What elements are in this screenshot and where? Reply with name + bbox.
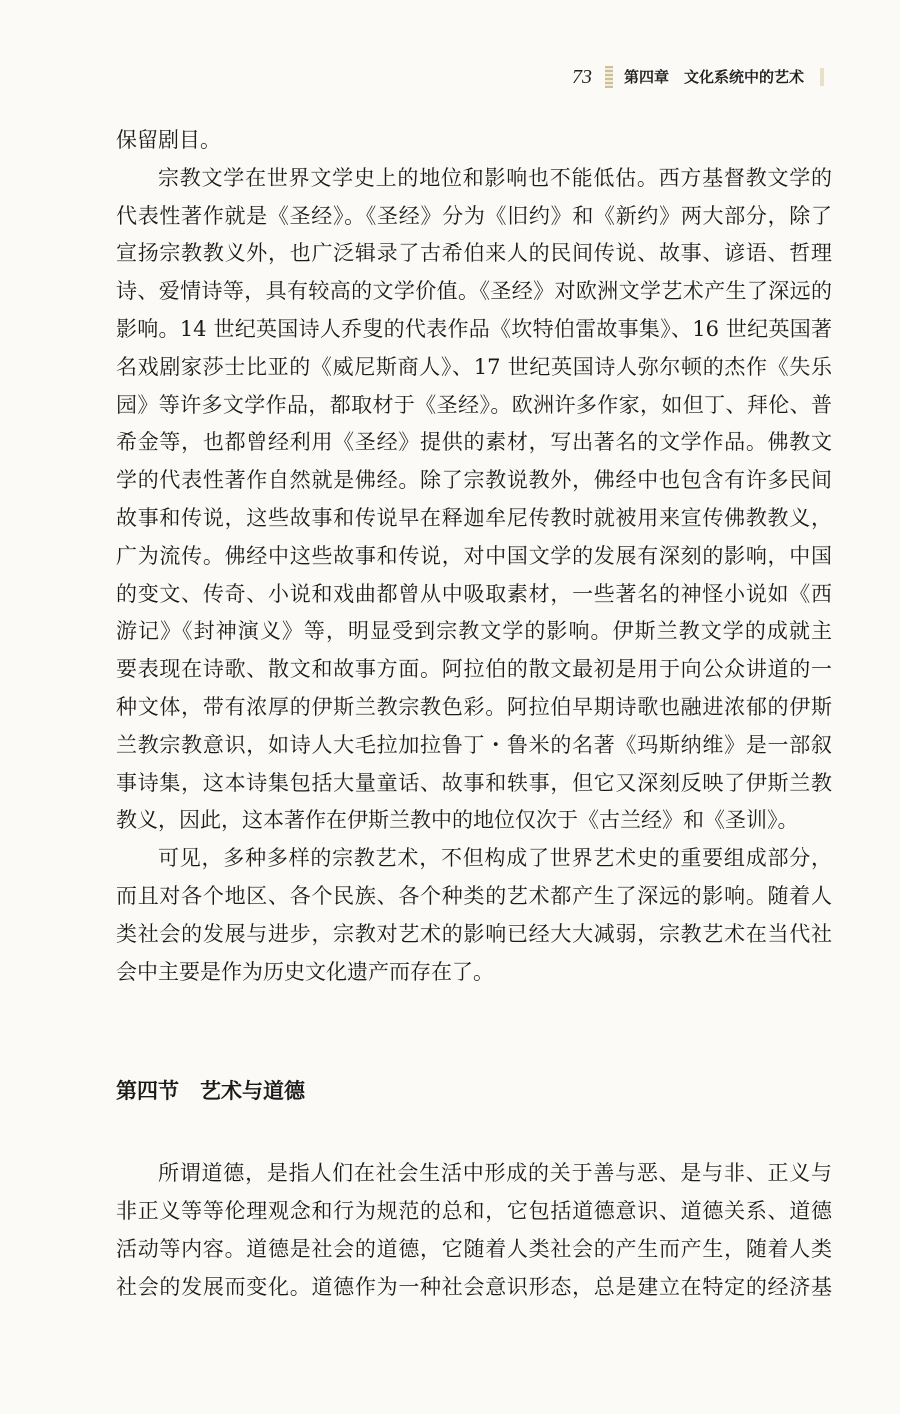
text-line: 园》等许多文学作品，都取材于《圣经》。欧洲许多作家，如但丁、拜伦、普 <box>116 392 832 417</box>
text-line: 类社会的发展与进步，宗教对艺术的影响已经大大减弱，宗教艺术在当代社 <box>116 921 832 946</box>
text-line: 种文体，带有浓厚的伊斯兰教宗教色彩。阿拉伯早期诗歌也融进浓郁的伊斯 <box>116 694 832 719</box>
page-body <box>116 122 832 1307</box>
text-line: 而且对各个地区、各个民族、各个种类的艺术都产生了深远的影响。随着人 <box>116 883 832 908</box>
paragraph <box>116 122 832 160</box>
text-line: 代表性著作就是《圣经》。《圣经》分为《旧约》和《新约》两大部分，除了 <box>116 203 832 228</box>
text-line: 诗、爱情诗等，具有较高的文学价值。《圣经》对欧洲文学艺术产生了深远的 <box>116 279 832 304</box>
section-spacer <box>116 1111 832 1155</box>
paragraph <box>116 160 832 840</box>
text-line: 宗教文学在世界文学史上的地位和影响也不能低估。西方基督教文学的 <box>158 165 832 190</box>
text-line: 非正义等等伦理观念和行为规范的总和，它包括道德意识、道德关系、道德 <box>116 1199 832 1224</box>
section-spacer <box>116 991 832 1071</box>
text-line: 故事和传说，这些故事和传说早在释迦牟尼传教时就被用来宣传佛教教义， <box>116 505 832 530</box>
text-line: 兰教宗教意识，如诗人大毛拉加拉鲁丁・鲁米的名著《玛斯纳维》是一部叙 <box>116 732 832 757</box>
page-number: 73 <box>572 66 592 88</box>
text-line: 影响。14 世纪英国诗人乔叟的代表作品《坎特伯雷故事集》、16 世纪英国著 <box>116 316 832 341</box>
paragraph <box>116 1155 832 1306</box>
text-line: 要表现在诗歌、散文和故事方面。阿拉伯的散文最初是用于向公众讲道的一 <box>116 657 832 682</box>
text-line: 教义，因此，这本著作在伊斯兰教中的地位仅次于《古兰经》和《圣训》。 <box>116 808 799 833</box>
text-line: 希金等，也都曾经利用《圣经》提供的素材，写出著名的文学作品。佛教文 <box>116 430 832 455</box>
text-line: 游记》《封神演义》等，明显受到宗教文学的影响。伊斯兰教文学的成就主 <box>116 619 832 644</box>
header-divider <box>605 66 613 88</box>
text-line: 保留剧目。 <box>116 128 221 152</box>
text-line: 的变文、传奇、小说和戏曲都曾从中吸取素材，一些著名的神怪小说如《西 <box>116 581 832 606</box>
text-line: 事诗集，这本诗集包括大量童话、故事和轶事，但它又深刻反映了伊斯兰教 <box>116 770 832 795</box>
section-heading: 第四节 艺术与道德 <box>116 1079 305 1104</box>
text-line: 学的代表性著作自然就是佛经。除了宗教说教外，佛经中也包含有许多民间 <box>116 468 832 493</box>
text-line: 活动等内容。道德是社会的道德，它随着人类社会的产生而产生，随着人类 <box>116 1236 832 1261</box>
text-line: 宣扬宗教教义外，也广泛辑录了古希伯来人的民间传说、故事、谚语、哲理 <box>116 241 832 266</box>
text-line: 广为流传。佛经中这些故事和传说，对中国文学的发展有深刻的影响，中国 <box>116 543 832 568</box>
text-line: 可见，多种多样的宗教艺术，不但构成了世界艺术史的重要组成部分， <box>158 846 832 871</box>
text-line: 会中主要是作为历史文化遗产而存在了。 <box>116 959 494 984</box>
text-line: 名戏剧家莎士比亚的《威尼斯商人》、17 世纪英国诗人弥尔顿的杰作《失乐 <box>116 354 832 379</box>
running-head: 第四章 文化系统中的艺术 <box>624 68 805 86</box>
header-edge-mark <box>820 68 824 86</box>
page-header <box>0 62 900 92</box>
text-line: 所谓道德，是指人们在社会生活中形成的关于善与恶、是与非、正义与 <box>158 1161 832 1186</box>
paragraph <box>116 840 832 991</box>
text-line: 社会的发展而变化。道德作为一种社会意识形态，总是建立在特定的经济基 <box>116 1274 832 1299</box>
